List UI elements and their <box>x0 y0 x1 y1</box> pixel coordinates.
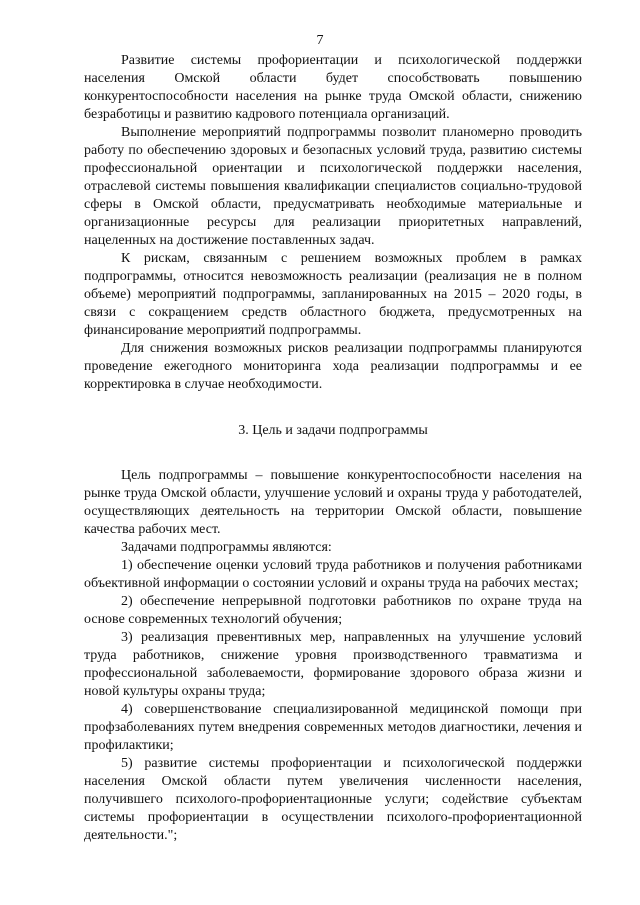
task-item-2: 2) обеспечение непрерывной подготовки работников по охране труда на основе современных технологий обучения; <box>84 594 582 627</box>
task-item-5: 5) развитие системы профориентации и психологической поддержки населения Омской области путем увеличения численности населения, получившего психолого-профориентационные услуги; содействие субъектам системы профориентации в осуществлении психолого-профориентационной деятельности."; <box>84 756 582 843</box>
task-item-4: 4) совершенствование специализированной медицинской помощи при профзаболеваниях путем внедрения современных методов диагностики, лечения и профилактики; <box>84 702 582 753</box>
spacer <box>84 440 582 467</box>
paragraph-system-development: Развитие системы профориентации и психологической поддержки населения Омской области будет способствовать повышению конкурентоспособности населения на рынке труда Омской области, снижению безработицы и развитию кадрового потенциала организаций. <box>84 53 582 122</box>
task-item-3: 3) реализация превентивных мер, направленных на улучшение условий труда работников, снижение уровня производственного травматизма и профессиональной заболеваемости, формирование здорового образа жизни и новой культуры охраны труда; <box>84 630 582 699</box>
paragraph-measures-implementation: Выполнение мероприятий подпрограммы позволит планомерно проводить работу по обеспечению здоровых и безопасных условий труда, развитию системы профессиональной ориентации и психологической поддержки населения, отраслевой системы повышения квалификации специалистов социально-трудовой сферы в Омской области, предусматривать необходимые материальные и организационные ресурсы для реализации приоритетных направлений, нацеленных на достижение поставленных задач. <box>84 125 582 248</box>
task-item-1: 1) обеспечение оценки условий труда работников и получения работниками объективной информации о состоянии условий и охраны труда на рабочих местах; <box>84 558 582 591</box>
page-number: 7 <box>316 33 324 48</box>
paragraph-risks: К рискам, связанным с решением возможных проблем в рамках подпрограммы, относится невозможность реализации (реализация не в полном объеме) мероприятий подпрограммы, запланированных на 2015 – 2020 годы, в связи с сокращением средств областного бюджета, предусмотренных на финансирование мероприятий подпрограммы. <box>84 251 582 338</box>
paragraph-tasks-intro: Задачами подпрограммы являются: <box>121 540 332 555</box>
document-body <box>84 52 582 845</box>
spacer <box>84 394 582 422</box>
section-heading: 3. Цель и задачи подпрограммы <box>238 423 428 438</box>
paragraph-goal: Цель подпрограммы – повышение конкурентоспособности населения на рынке труда Омской области, улучшение условий и охраны труда у работодателей, осуществляющих деятельность на территории Омской области, повышение качества рабочих мест. <box>84 468 582 537</box>
paragraph-risk-mitigation: Для снижения возможных рисков реализации подпрограммы планируются проведение ежегодного мониторинга хода реализации подпрограммы и ее корректировка в случае необходимости. <box>84 341 582 392</box>
